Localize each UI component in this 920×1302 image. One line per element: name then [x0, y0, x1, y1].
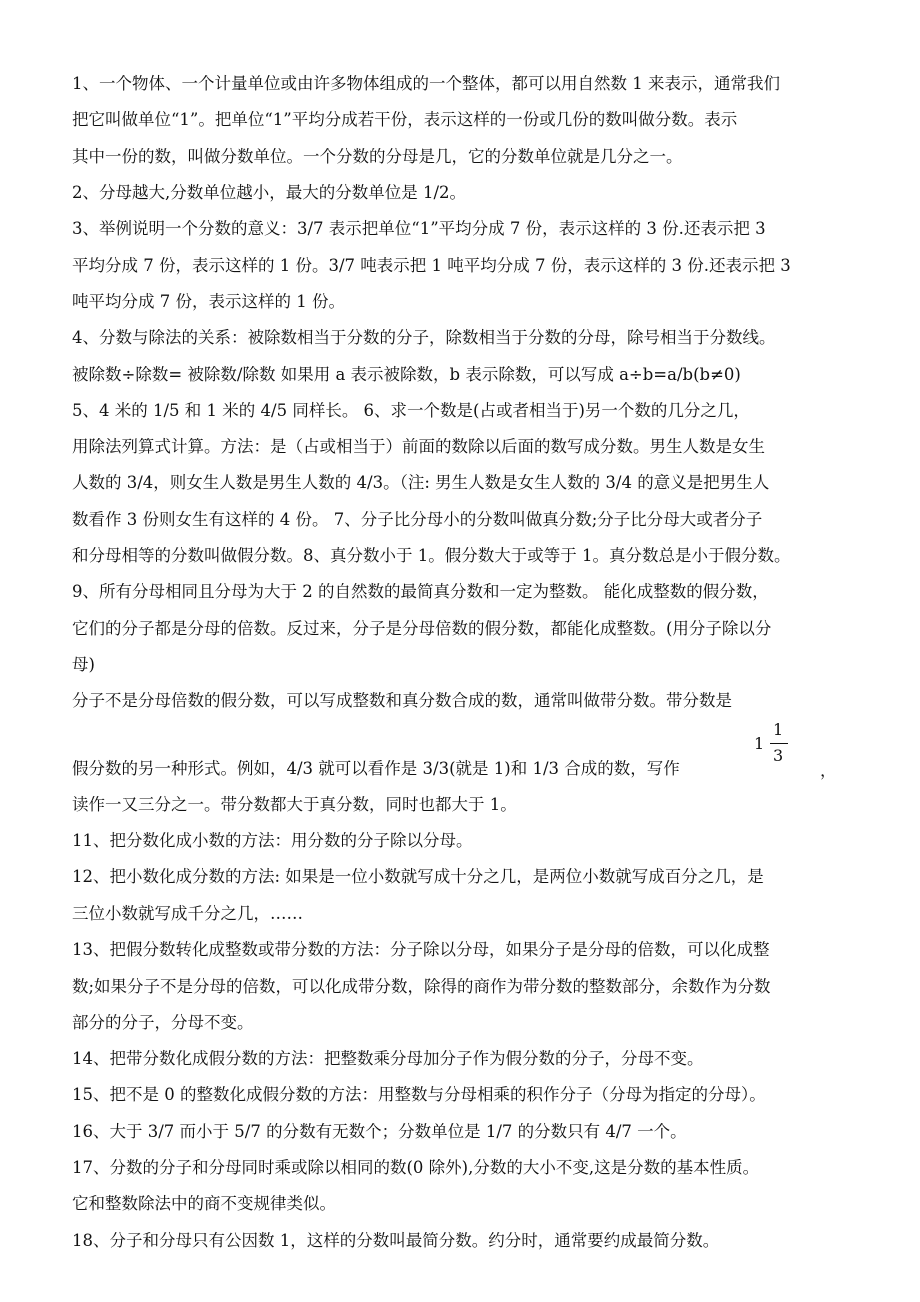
text-line: 假分数的另一种形式。例如，4/3 就可以看作是 3/3(就是 1)和 1/3 合成的数，写作 — [72, 759, 680, 778]
text-line: 14、把带分数化成假分数的方法：把整数乘分母加分子作为假分数的分子，分母不变。 — [72, 1049, 704, 1068]
text-line: 人数的 3/4，则女生人数是男生人数的 4/3。（注: 男生人数是女生人数的 3/4 的意义是把男生人 — [72, 473, 770, 492]
text-line: 和分母相等的分数叫做假分数。8、真分数小于 1。假分数大于或等于 1。真分数总是小于假分数。 — [72, 546, 791, 565]
text-line: 它和整数除法中的商不变规律类似。 — [72, 1194, 336, 1213]
text-line: 被除数÷除数= 被除数/除数 如果用 a 表示被除数，b 表示除数，可以写成 a÷b=a/b(b≠0) — [72, 365, 741, 384]
text-line: 用除法列算式计算。方法：是（占或相当于）前面的数除以后面的数写成分数。男生人数是女生 — [72, 437, 765, 456]
text-line: 2、分母越大,分数单位越小，最大的分数单位是 1/2。 — [72, 183, 467, 202]
text-line: 吨平均分成 7 份，表示这样的 1 份。 — [72, 292, 345, 311]
mixed-number-denominator: 3 — [773, 746, 784, 765]
mixed-number-numerator: 1 — [773, 720, 784, 739]
text-line: 数;如果分子不是分母的倍数，可以化成带分数，除得的商作为带分数的整数部分，余数作为分数 — [72, 977, 771, 996]
text-line: 16、大于 3/7 而小于 5/7 的分数有无数个；分数单位是 1/7 的分数只有 4/7 一个。 — [72, 1122, 687, 1141]
text-line: 1、一个物体、一个计量单位或由许多物体组成的一个整体，都可以用自然数 1 来表示，通常我们 — [72, 74, 780, 93]
text-line: 平均分成 7 份，表示这样的 1 份。3/7 吨表示把 1 吨平均分成 7 份，表示这样的 3 份.还表示把 3 — [72, 256, 791, 275]
text-line: 母) — [72, 655, 95, 674]
text-line: 5、4 米的 1/5 和 1 米的 4/5 同样长。 6、求一个数是(占或者相当于)另一个数的几分之几， — [72, 401, 750, 420]
text-line: 其中一份的数，叫做分数单位。一个分数的分母是几，它的分数单位就是几分之一。 — [72, 147, 683, 166]
text-line: 9、所有分母相同且分母为大于 2 的自然数的最简真分数和一定为整数。 能化成整数的假分数， — [72, 582, 769, 601]
text-line: 部分的分子，分母不变。 — [72, 1013, 254, 1032]
text-line: 11、把分数化成小数的方法：用分数的分子除以分母。 — [72, 831, 473, 850]
text-line: 把它叫做单位“1”。把单位“1”平均分成若干份，表示这样的一份或几份的数叫做分数。表示 — [72, 110, 738, 129]
text-line: 17、分数的分子和分母同时乘或除以相同的数(0 除外),分数的大小不变,这是分数的基本性质。 — [72, 1158, 760, 1177]
mixed-number — [754, 720, 794, 770]
text-line: 18、分子和分母只有公因数 1，这样的分数叫最简分数。约分时，通常要约成最简分数。 — [72, 1231, 720, 1250]
mixed-number-whole: 1 — [754, 734, 765, 753]
text-line: 分子不是分母倍数的假分数，可以写成整数和真分数合成的数，通常叫做带分数。带分数是 — [72, 691, 732, 710]
text-line: 3、举例说明一个分数的意义：3/7 表示把单位“1”平均分成 7 份，表示这样的 3 份.还表示把 3 — [72, 219, 766, 238]
fraction-bar — [770, 743, 788, 744]
text-line: 15、把不是 0 的整数化成假分数的方法：用整数与分母相乘的积作分子（分母为指定的分母）。 — [72, 1085, 766, 1104]
text-line: 数看作 3 份则女生有这样的 4 份。 7、分子比分母小的分数叫做真分数;分子比分母大或者分子 — [72, 510, 763, 529]
text-line: 12、把小数化成分数的方法: 如果是一位小数就写成十分之几，是两位小数就写成百分之几，是 — [72, 867, 764, 886]
trailing-comma: ， — [820, 761, 837, 780]
text-line: 它们的分子都是分母的倍数。反过来，分子是分母倍数的假分数，都能化成整数。(用分子除以分 — [72, 619, 772, 638]
text-line: 三位小数就写成千分之几，…… — [72, 904, 303, 923]
text-line: 读作一又三分之一。带分数都大于真分数，同时也都大于 1。 — [72, 795, 517, 814]
text-line: 4、分数与除法的关系：被除数相当于分数的分子，除数相当于分数的分母，除号相当于分数线。 — [72, 328, 776, 347]
text-line: 13、把假分数转化成整数或带分数的方法：分子除以分母，如果分子是分母的倍数，可以化成整 — [72, 940, 770, 959]
